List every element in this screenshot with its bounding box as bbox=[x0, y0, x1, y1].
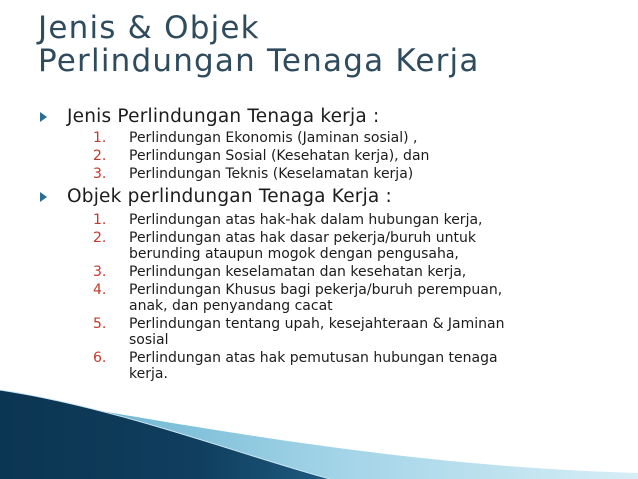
slide-title bbox=[38, 12, 628, 78]
list-item bbox=[40, 166, 630, 183]
list-item bbox=[40, 350, 630, 382]
list-number: 3. bbox=[93, 264, 107, 280]
list-item-text-line-2: anak, dan penyandang cacat bbox=[129, 298, 333, 314]
list-item-text: Perlindungan atas hak-hak dalam hubungan kerja, bbox=[129, 212, 483, 228]
list-number: 1. bbox=[93, 130, 107, 146]
list-item-text: Perlindungan Teknis (Keselamatan kerja) bbox=[129, 166, 414, 182]
bullet-arrow-icon bbox=[40, 112, 47, 122]
section-heading-text: Objek perlindungan Tenaga Kerja : bbox=[67, 186, 392, 207]
list-item-text: Perlindungan keselamatan dan kesehatan kerja, bbox=[129, 264, 467, 280]
list-item bbox=[40, 282, 630, 314]
list-item-text: Perlindungan Ekonomis (Jaminan sosial) , bbox=[129, 130, 418, 146]
list-item bbox=[40, 212, 630, 228]
list-item bbox=[40, 264, 630, 280]
numbered-list bbox=[40, 130, 630, 183]
list-item-text: Perlindungan Sosial (Kesehatan kerja), dan bbox=[129, 148, 430, 164]
section-heading bbox=[40, 106, 630, 128]
list-number: 1. bbox=[93, 212, 107, 228]
list-number: 2. bbox=[93, 148, 107, 164]
list-number: 5. bbox=[93, 316, 107, 332]
list-number: 6. bbox=[93, 350, 107, 366]
section-jenis-perlindungan bbox=[40, 106, 630, 183]
section-heading-text: Jenis Perlindungan Tenaga kerja : bbox=[67, 106, 380, 127]
list-item-text-line-1: Perlindungan atas hak pemutusan hubungan tenaga bbox=[129, 350, 498, 366]
numbered-list bbox=[40, 212, 630, 382]
list-item-text-line-1: Perlindungan tentang upah, kesejahteraan & Jaminan bbox=[129, 316, 505, 332]
list-item bbox=[40, 130, 630, 147]
list-item-text-line-2: berunding ataupun mogok dengan pengusaha, bbox=[129, 246, 459, 262]
list-item-text-line-2: kerja. bbox=[129, 366, 168, 382]
list-item bbox=[40, 230, 630, 262]
decorative-wave-graphic bbox=[0, 390, 638, 479]
list-item-text-line-2: sosial bbox=[129, 332, 169, 348]
list-item-text-line-1: Perlindungan atas hak dasar pekerja/buruh untuk bbox=[129, 230, 476, 246]
list-number: 4. bbox=[93, 282, 107, 298]
list-item bbox=[40, 316, 630, 348]
wave-dark-band bbox=[0, 390, 330, 479]
title-line-2: Perlindungan Tenaga Kerja bbox=[38, 43, 480, 79]
section-heading bbox=[40, 186, 630, 208]
section-objek-perlindungan bbox=[40, 186, 630, 382]
title-line-1: Jenis & Objek bbox=[38, 10, 260, 46]
list-number: 2. bbox=[93, 230, 107, 246]
list-item-text-line-1: Perlindungan Khusus bagi pekerja/buruh perempuan, bbox=[129, 282, 503, 298]
list-item bbox=[40, 148, 630, 165]
list-number: 3. bbox=[93, 166, 107, 182]
bullet-arrow-icon bbox=[40, 192, 47, 202]
